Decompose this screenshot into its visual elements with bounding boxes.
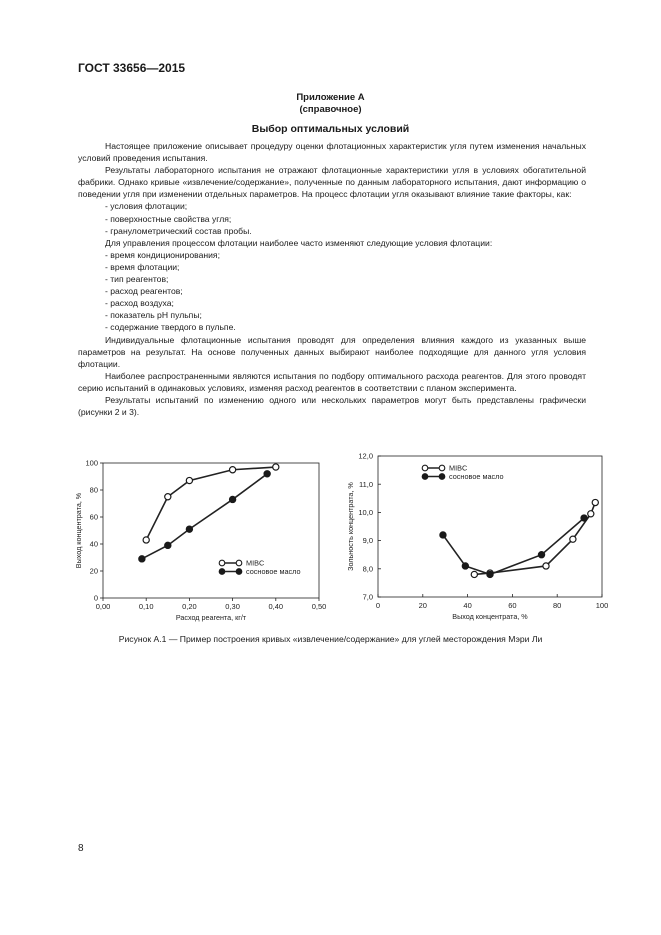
x-tick-label: 0,00: [95, 602, 111, 611]
page-number: 8: [78, 843, 84, 854]
x-tick-label: 0,20: [182, 602, 197, 611]
y-tick-label: 0: [93, 593, 98, 603]
data-point: [139, 556, 145, 562]
appendix-title: Приложение А: [296, 92, 365, 103]
x-tick-label: 0,40: [268, 602, 284, 611]
list-item: - гранулометрический состав пробы.: [105, 225, 252, 236]
legend-label: сосновое масло: [246, 567, 301, 577]
data-point: [487, 571, 493, 577]
legend-marker: [236, 569, 242, 575]
legend-marker: [439, 465, 445, 471]
data-point: [570, 536, 576, 542]
y-tick-label: 80: [89, 485, 98, 495]
legend-marker: [236, 560, 242, 566]
data-point: [165, 494, 171, 500]
plot-frame: [103, 463, 319, 598]
appendix-subtitle: (справочное): [299, 104, 362, 115]
data-point: [230, 467, 236, 473]
figure-caption: Рисунок А.1 — Пример построения кривых «извлечение/содержание» для углей месторождения Мэри Ли: [118, 634, 543, 644]
list-item: - поверхностные свойства угля;: [105, 213, 232, 224]
x-tick-label: 40: [463, 601, 472, 610]
section-heading: Выбор оптимальных условий: [251, 123, 410, 135]
x-tick-label: 100: [595, 601, 609, 610]
y-tick-label: 40: [89, 539, 98, 549]
data-point: [264, 471, 270, 477]
data-point: [186, 477, 192, 483]
legend-label: MIBC: [246, 558, 265, 568]
x-axis-label: Расход реагента, кг/т: [175, 613, 247, 622]
y-axis-label: Зольность концентрата, %: [346, 482, 355, 571]
x-tick-label: 60: [508, 601, 517, 610]
list-item: - тип реагентов;: [105, 274, 169, 285]
data-point: [543, 563, 549, 569]
data-point: [588, 511, 594, 517]
legend-label: сосновое масло: [449, 472, 504, 482]
data-point: [471, 571, 477, 577]
standard-header: ГОСТ 33656—2015: [78, 61, 186, 75]
y-tick-label: 8,0: [362, 564, 373, 574]
plot-frame: [378, 456, 602, 597]
legend-marker: [219, 560, 225, 566]
y-tick-label: 100: [85, 458, 98, 468]
series-line: [443, 518, 584, 574]
data-point: [273, 464, 279, 470]
x-tick-label: 0,30: [225, 602, 240, 611]
list-item: - время кондиционирования;: [105, 249, 220, 260]
legend-marker: [422, 465, 428, 471]
y-axis-label: Выход концентрата, %: [74, 492, 83, 569]
data-point: [165, 542, 171, 548]
x-tick-label: 80: [553, 601, 562, 610]
x-tick-label: 0,10: [138, 602, 154, 611]
x-tick-label: 20: [418, 601, 427, 610]
data-point: [186, 526, 192, 532]
data-point: [592, 499, 598, 505]
y-tick-label: 7,0: [362, 592, 373, 602]
legend-label: MIBC: [449, 463, 468, 473]
paragraph: Наиболее распространенными являются испытания по подбору оптимального расхода реагентов. Для этого проводят серию испытаний в одинаковых условиях, изменяя расход реагентов в соответствии с планом эксперимента.: [78, 370, 586, 393]
list-item: - расход реагентов;: [105, 286, 183, 297]
legend-marker: [439, 474, 445, 480]
list-item: - расход воздуха;: [105, 298, 174, 309]
list-item: - показатель рН пульпы;: [105, 310, 202, 321]
list-item: - содержание твердого в пульпе.: [105, 322, 236, 333]
paragraph: Для управления процессом флотации наиболее часто изменяют следующие условия флотации:: [105, 237, 493, 248]
series-line: [142, 474, 267, 559]
y-tick-label: 20: [89, 566, 98, 576]
legend-marker: [422, 474, 428, 480]
y-tick-label: 10,0: [358, 508, 373, 517]
y-tick-label: 12,0: [358, 451, 373, 461]
series-line: [474, 503, 595, 575]
legend-marker: [219, 569, 225, 575]
y-tick-label: 11,0: [358, 479, 373, 489]
paragraph: Индивидуальные флотационные испытания проводят для определения влияния каждого из указанных выше параметров на результат. На основе полученных данных выбирают наиболее подходящие для данного угля условия флотации.: [78, 334, 586, 369]
x-tick-label: 0,50: [311, 602, 327, 611]
data-point: [581, 515, 587, 521]
list-item: - время флотации;: [105, 261, 180, 272]
paragraph: Настоящее приложение описывает процедуру оценки флотационных характеристик угля путем изменения начальных условий проведения испытания.: [78, 141, 586, 164]
body-text: [78, 140, 586, 418]
x-axis-label: Выход концентрата, %: [452, 612, 528, 621]
data-point: [440, 532, 446, 538]
y-tick-label: 60: [89, 512, 98, 522]
x-tick-label: 0: [375, 601, 381, 610]
data-point: [462, 563, 468, 569]
list-item: - условия флотации;: [105, 201, 188, 212]
series-line: [146, 467, 276, 540]
data-point: [230, 496, 236, 502]
data-point: [143, 537, 149, 543]
data-point: [487, 570, 493, 576]
paragraph: Результаты испытаний по изменению одного или нескольких параметров могут быть представлены графически (рисунки 2 и 3).: [78, 394, 586, 418]
y-tick-label: 9,0: [362, 536, 373, 546]
data-point: [538, 552, 544, 558]
appendix-title-block: [0, 92, 661, 116]
paragraph: Результаты лабораторного испытания не отражают флотационные характеристики угля в условиях обогатительной фабрики. Однако кривые «извлечение/содержание», полученные по данным лабораторного испытания, дают информацию о поведении угля при изменении отдельных параметров. На процесс флотации угля оказывают влияние такие факторы, как:: [78, 165, 586, 200]
